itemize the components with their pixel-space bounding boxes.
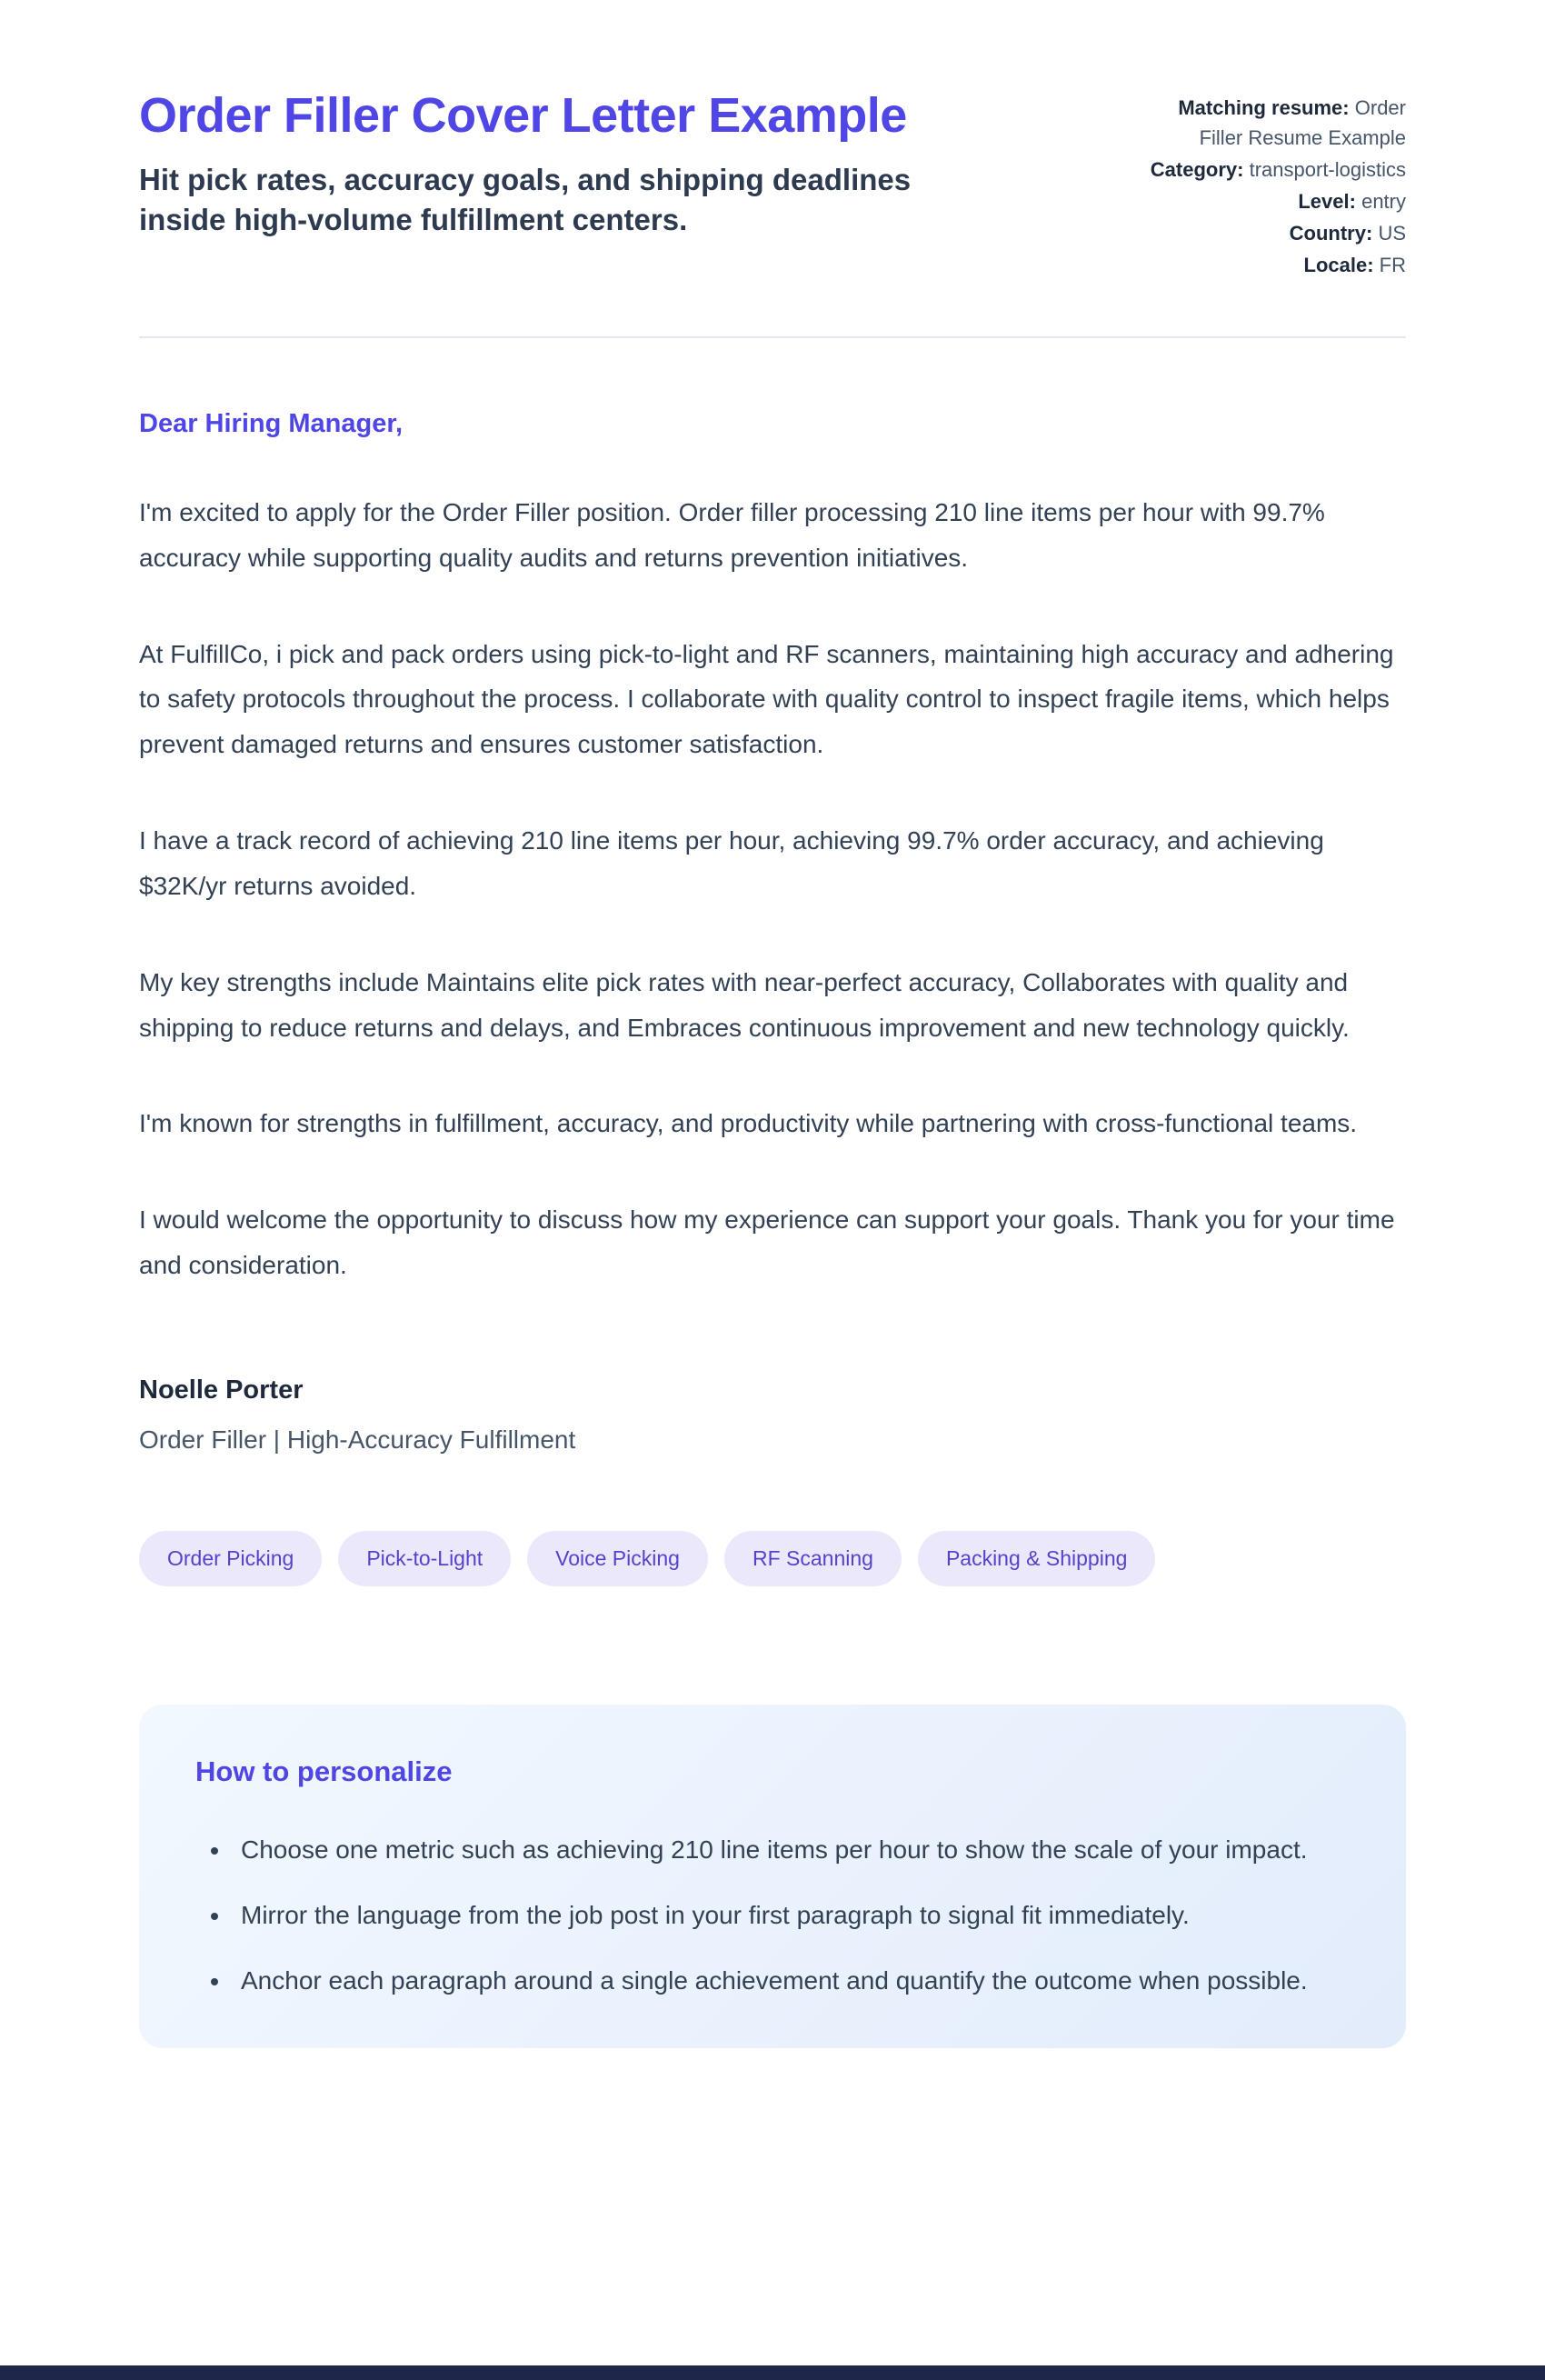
page-subtitle: Hit pick rates, accuracy goals, and shipping deadlines inside high-volume fulfillment centers. [139,162,912,237]
personalize-title: How to personalize [195,1755,453,1787]
tag-order-picking: Order Picking [139,1531,322,1586]
tag-packing-shipping: Packing & Shipping [918,1531,1155,1586]
header [139,87,1406,282]
meta-value-level: entry [1361,190,1406,213]
cover-letter-body [139,338,1406,2048]
signature-block [139,1375,1406,1455]
meta-value-category: transport-logistics [1249,158,1406,181]
page-title: Order Filler Cover Letter Example [139,88,907,143]
signature-name: Noelle Porter [139,1375,304,1405]
meta-level [1133,186,1406,216]
footer-bar [0,2365,1545,2380]
personalize-tip-2: • Mirror the language from the job post in your first paragraph to signal fit immediately. [232,1894,1350,1937]
resume-meta [1133,87,1406,282]
letter-paragraph-6: I would welcome the opportunity to discuss how my experience can support your goals. Thank you for your time and consideration. [139,1205,1395,1280]
tag-pick-to-light: Pick-to-Light [338,1531,511,1586]
salutation: Dear Hiring Manager, [139,409,404,438]
personalize-tips [195,1828,1350,2003]
letter-paragraph-5: I'm known for strengths in fulfillment, accuracy, and productivity while partnering with cross-functional teams. [139,1109,1358,1138]
meta-label-locale: Locale: [1303,254,1374,276]
meta-locale [1133,250,1406,280]
letter-paragraph-2: At FulfillCo, i pick and pack orders using pick-to-light and RF scanners, maintaining high accuracy and adhering to safety protocols throughout the process. I collaborate with quality control to inspect fragile items, which helps prevent damaged returns and ensures customer satisfaction. [139,639,1394,759]
tag-rf-scanning: RF Scanning [724,1531,902,1586]
meta-value-locale: FR [1379,254,1406,276]
personalize-tip-3: • Anchor each paragraph around a single achievement and quantify the outcome when possible. [232,1959,1350,2003]
meta-value-country: US [1378,222,1406,245]
signature-title: Order Filler | High-Accuracy Fulfillment [139,1425,576,1454]
personalize-card [139,1705,1406,2048]
skill-tags [139,1531,1406,1586]
meta-value-matching-resume: Order Filler Resume Example [1199,96,1406,149]
personalize-tip-1: • Choose one metric such as achieving 210 line items per hour to show the scale of your impact. [232,1828,1350,1872]
letter-paragraph-3: I have a track record of achieving 210 line items per hour, achieving 99.7% order accuracy, and achieving $32K/yr returns avoided. [139,826,1324,900]
meta-category [1133,155,1406,185]
header-left [139,87,1097,241]
meta-label-country: Country: [1289,222,1373,245]
meta-matching-resume [1133,93,1406,153]
meta-label-level: Level: [1298,190,1356,213]
meta-label-matching-resume: Matching resume: [1178,96,1350,119]
letter-paragraph-1: I'm excited to apply for the Order Filler position. Order filler processing 210 line items per hour with 99.7% accuracy while supporting quality audits and returns prevention initiatives. [139,498,1325,572]
meta-label-category: Category: [1150,158,1244,181]
tag-voice-picking: Voice Picking [527,1531,708,1586]
letter-paragraph-4: My key strengths include Maintains elite pick rates with near-perfect accuracy, Collaborates with quality and shipping to reduce returns and delays, and Embraces continuous improvement and new technology quickly. [139,967,1350,1042]
meta-country [1133,218,1406,248]
